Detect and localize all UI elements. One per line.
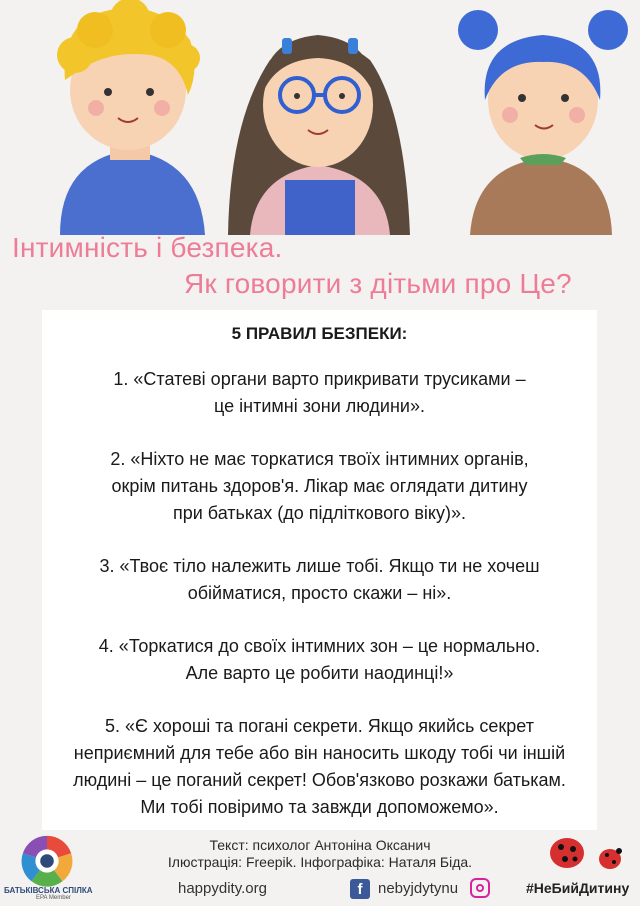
rule-line: неприємний для тебе або він наносить шкоду тобі чи іншій: [73, 743, 566, 763]
credits: [130, 837, 510, 871]
rule-1: [42, 366, 597, 420]
org-logo-icon: [18, 832, 76, 890]
rule-line: 1. «Статеві органи варто прикривати трусиками –: [113, 369, 526, 389]
children-illustration: [0, 0, 640, 235]
facebook-handle[interactable]: nebyjdytynu: [378, 880, 459, 897]
rule-line: обійматися, просто скажи – ні».: [187, 583, 452, 603]
boy-illustration: [57, 0, 205, 235]
credits-illustration: Ілюстрація: Freepik. Інфографіка: Наталя Біда.: [167, 854, 473, 870]
rule-5: [42, 713, 597, 821]
org-sub: EPA Member: [36, 895, 71, 901]
website-link[interactable]: happydity.org: [178, 880, 267, 897]
rule-line: 5. «Є хороші та погані секрети. Якщо якийсь секрет: [105, 716, 534, 736]
rule-line: 3. «Твоє тіло належить лише тобі. Якщо ти не хочеш: [99, 556, 540, 576]
rule-line: при батьках (до підліткового віку)».: [172, 503, 467, 523]
rule-2: [42, 446, 597, 527]
rule-line: це інтимні зони людини».: [214, 396, 425, 416]
girl-blue-hair-illustration: [458, 10, 628, 235]
hashtag: #НеБийДитину: [526, 880, 630, 896]
rule-line: окрім питань здоров'я. Лікар має оглядати дитину: [111, 476, 528, 496]
rules-card: [42, 310, 597, 830]
rule-line: людині – це поганий секрет! Обов'язково розкажи батькам.: [73, 770, 566, 790]
rule-line: 4. «Торкатися до своїх інтимних зон – це нормально.: [98, 636, 541, 656]
org-name: БАТЬКІВСЬКА СПІЛКА: [4, 886, 93, 895]
rule-4: [42, 633, 597, 687]
title-line-2: Як говорити з дітьми про Це?: [184, 268, 572, 299]
rule-3: [42, 553, 597, 607]
rule-line: Ми тобі повіримо та завжди допоможемо».: [140, 797, 499, 817]
credits-text: Текст: психолог Антоніна Оксанич: [209, 837, 431, 853]
ladybug-icon: [545, 835, 635, 875]
facebook-icon[interactable]: f: [350, 879, 370, 899]
rule-line: 2. «Ніхто не має торкатися твоїх інтимних органів,: [110, 449, 529, 469]
instagram-icon[interactable]: [470, 878, 490, 898]
title-line-1: Інтимність і безпека.: [12, 232, 283, 263]
rules-heading: 5 ПРАВИЛ БЕЗПЕКИ:: [231, 324, 408, 343]
rule-line: Але варто це робити наодинці!»: [185, 663, 454, 683]
girl-glasses-illustration: [228, 35, 410, 235]
rules-list: [42, 366, 597, 847]
